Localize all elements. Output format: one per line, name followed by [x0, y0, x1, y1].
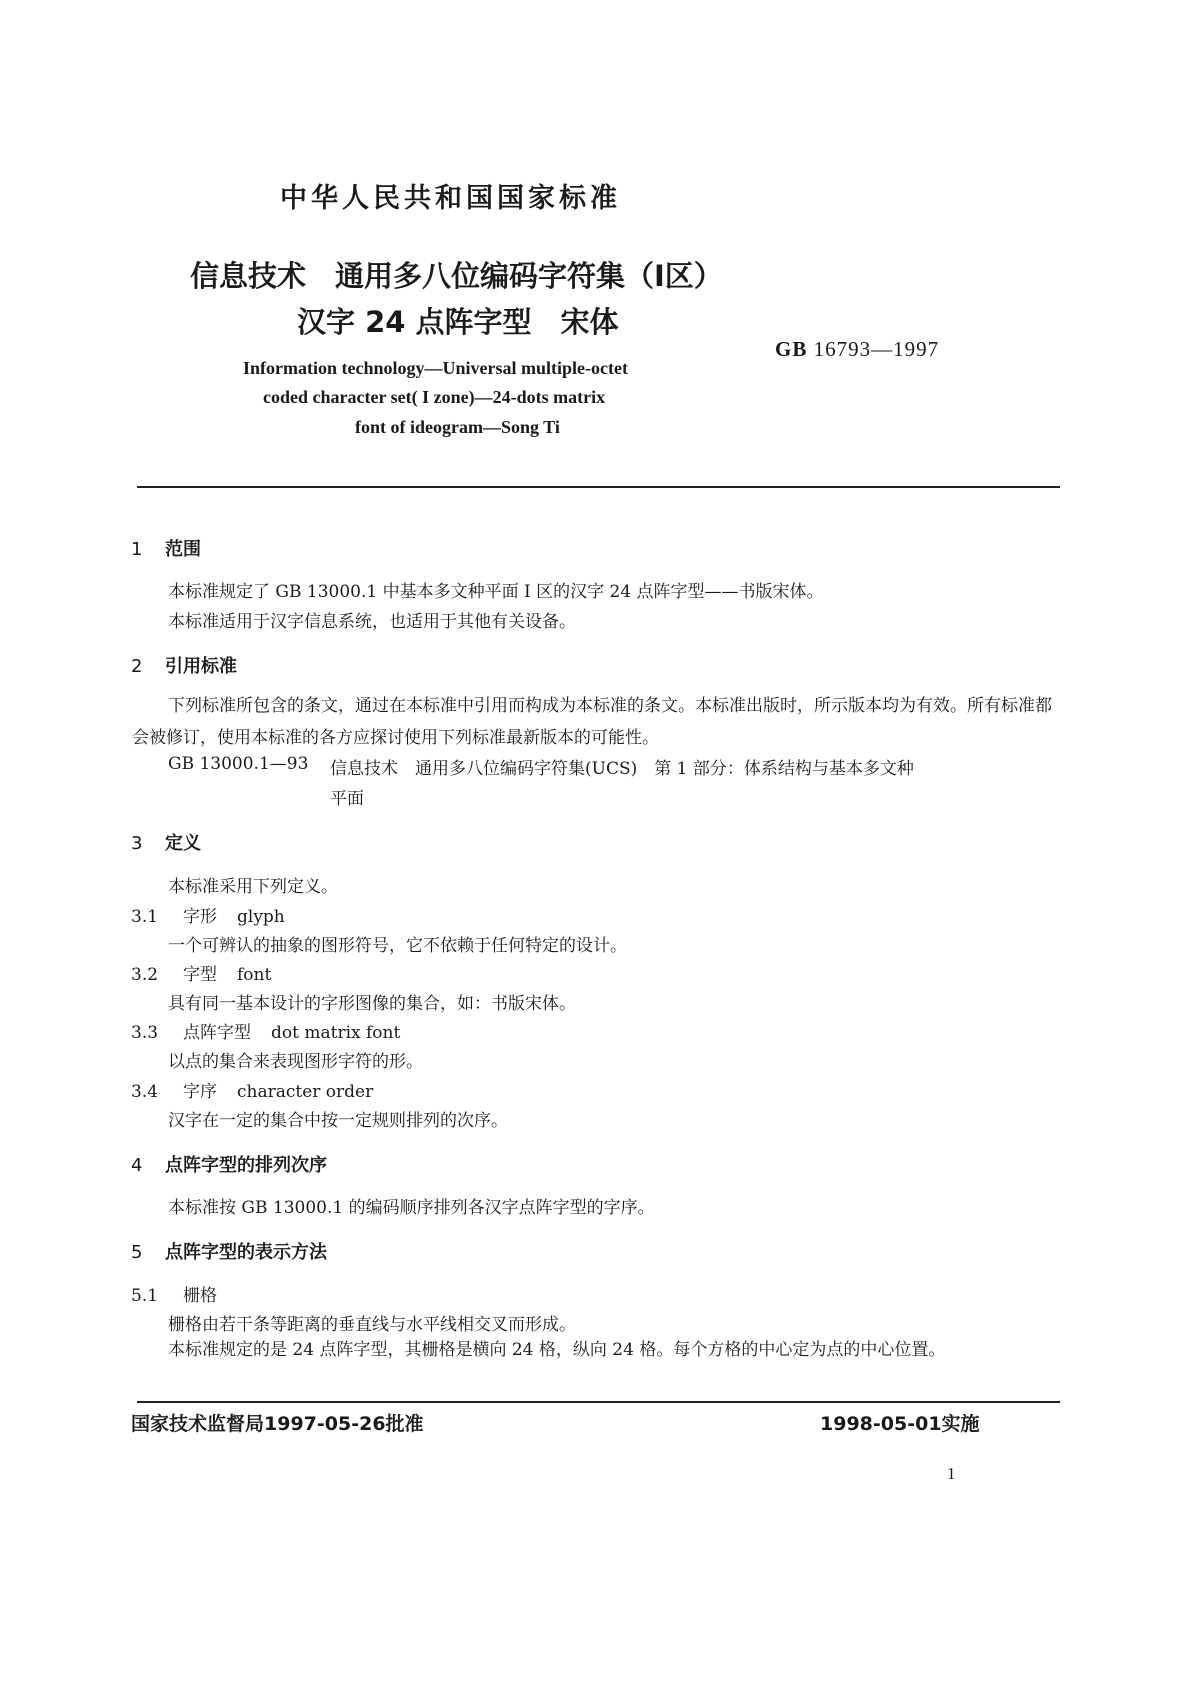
definition-3-4-text: 汉字在一定的集合中按一定规则排列的次序。 — [168, 1111, 508, 1131]
reference-title-continued: 平面 — [330, 789, 364, 809]
section-title: 范围 — [165, 539, 201, 560]
title-en-line2: coded character set( I zone)—24-dots matrix — [263, 387, 606, 407]
definition-term-en: character order — [237, 1082, 374, 1102]
section-4-paragraph-1: 本标准按 GB 13000.1 的编码顺序排列各汉字点阵字型的字序。 — [168, 1198, 655, 1218]
definition-term-en: font — [237, 965, 272, 985]
title-cn-line2: 汉字 24 点阵字型 宋体 — [297, 305, 619, 339]
section-1-heading — [131, 535, 201, 561]
definition-number: 3.1 — [131, 907, 159, 927]
definition-term-en: glyph — [237, 907, 285, 927]
standard-header: 中华人民共和国国家标准 — [280, 183, 621, 214]
section-number: 3 — [131, 833, 143, 854]
definition-term-cn: 字形 — [183, 907, 217, 927]
standard-number-prefix: GB — [775, 337, 808, 361]
definition-number: 3.2 — [131, 965, 159, 985]
definition-term-cn: 栅格 — [183, 1286, 217, 1306]
section-4-heading — [131, 1151, 327, 1177]
section-title: 点阵字型的表示方法 — [165, 1242, 327, 1263]
definition-3-3-text: 以点的集合来表现图形字符的形。 — [168, 1052, 423, 1072]
title-divider — [137, 486, 1060, 488]
page-number: 1 — [947, 1464, 956, 1483]
standard-number-value: 16793—1997 — [813, 337, 940, 361]
section-3-intro: 本标准采用下列定义。 — [168, 877, 338, 897]
definition-3-4-heading — [131, 1077, 373, 1102]
definition-term-cn: 字型 — [183, 965, 217, 985]
section-title: 引用标准 — [165, 656, 237, 677]
section-5-heading — [131, 1238, 327, 1264]
definition-3-1-heading — [131, 902, 285, 927]
reference-title: 信息技术 通用多八位编码字符集(UCS) 第 1 部分：体系结构与基本多文种 — [330, 759, 914, 779]
standard-number — [775, 337, 939, 362]
section-2-paragraph-1: 下列标准所包含的条文，通过在本标准中引用而构成为本标准的条文。本标准出版时，所示版本均为有效。所有标准都会被修订，使用本标准的各方应探讨使用下列标准最新版本的可能性。 — [132, 696, 1052, 748]
definition-number: 5.1 — [131, 1286, 159, 1306]
title-cn-line1: 信息技术 通用多八位编码字符集（Ⅰ区） — [190, 259, 723, 293]
effective-date: 1998-05-01实施 — [820, 1413, 980, 1435]
reference-code: GB 13000.1—93 — [168, 754, 309, 774]
section-number: 4 — [131, 1155, 143, 1176]
definition-term-en: dot matrix font — [271, 1023, 401, 1043]
definition-5-1-text: 栅格由若干条等距离的垂直线与水平线相交叉而形成。 — [168, 1315, 576, 1335]
approval-date: 国家技术监督局1997-05-26批准 — [131, 1413, 424, 1435]
definition-3-2-heading — [131, 960, 271, 985]
definition-3-1-text: 一个可辨认的抽象的图形符号，它不依赖于任何特定的设计。 — [168, 936, 627, 956]
section-number: 2 — [131, 656, 143, 677]
definition-5-1-heading — [131, 1281, 217, 1306]
definition-term-cn: 点阵字型 — [183, 1023, 251, 1043]
section-3-heading — [131, 829, 201, 855]
section-title: 定义 — [165, 833, 201, 854]
section-title: 点阵字型的排列次序 — [165, 1155, 327, 1176]
title-en-line1: Information technology—Universal multiple-octet — [243, 358, 628, 378]
definition-term-cn: 字序 — [183, 1082, 217, 1102]
definition-number: 3.4 — [131, 1082, 159, 1102]
definition-number: 3.3 — [131, 1023, 159, 1043]
definition-3-3-heading — [131, 1018, 400, 1043]
definition-3-2-text: 具有同一基本设计的字形图像的集合，如：书版宋体。 — [168, 994, 576, 1014]
section-1-paragraph-1: 本标准规定了 GB 13000.1 中基本多文种平面 I 区的汉字 24 点阵字型——书版宋体。 — [168, 582, 824, 602]
title-en-line3: font of ideogram—Song Ti — [355, 417, 560, 437]
section-2-heading — [131, 652, 237, 678]
section-number: 5 — [131, 1242, 143, 1263]
section-number: 1 — [131, 539, 143, 560]
section-1-paragraph-2: 本标准适用于汉字信息系统，也适用于其他有关设备。 — [168, 612, 576, 632]
footer-divider — [137, 1401, 1060, 1403]
definition-5-1-paragraph-2: 本标准规定的是 24 点阵字型，其栅格是横向 24 格，纵向 24 格。每个方格的中心定为点的中心位置。 — [168, 1340, 946, 1360]
